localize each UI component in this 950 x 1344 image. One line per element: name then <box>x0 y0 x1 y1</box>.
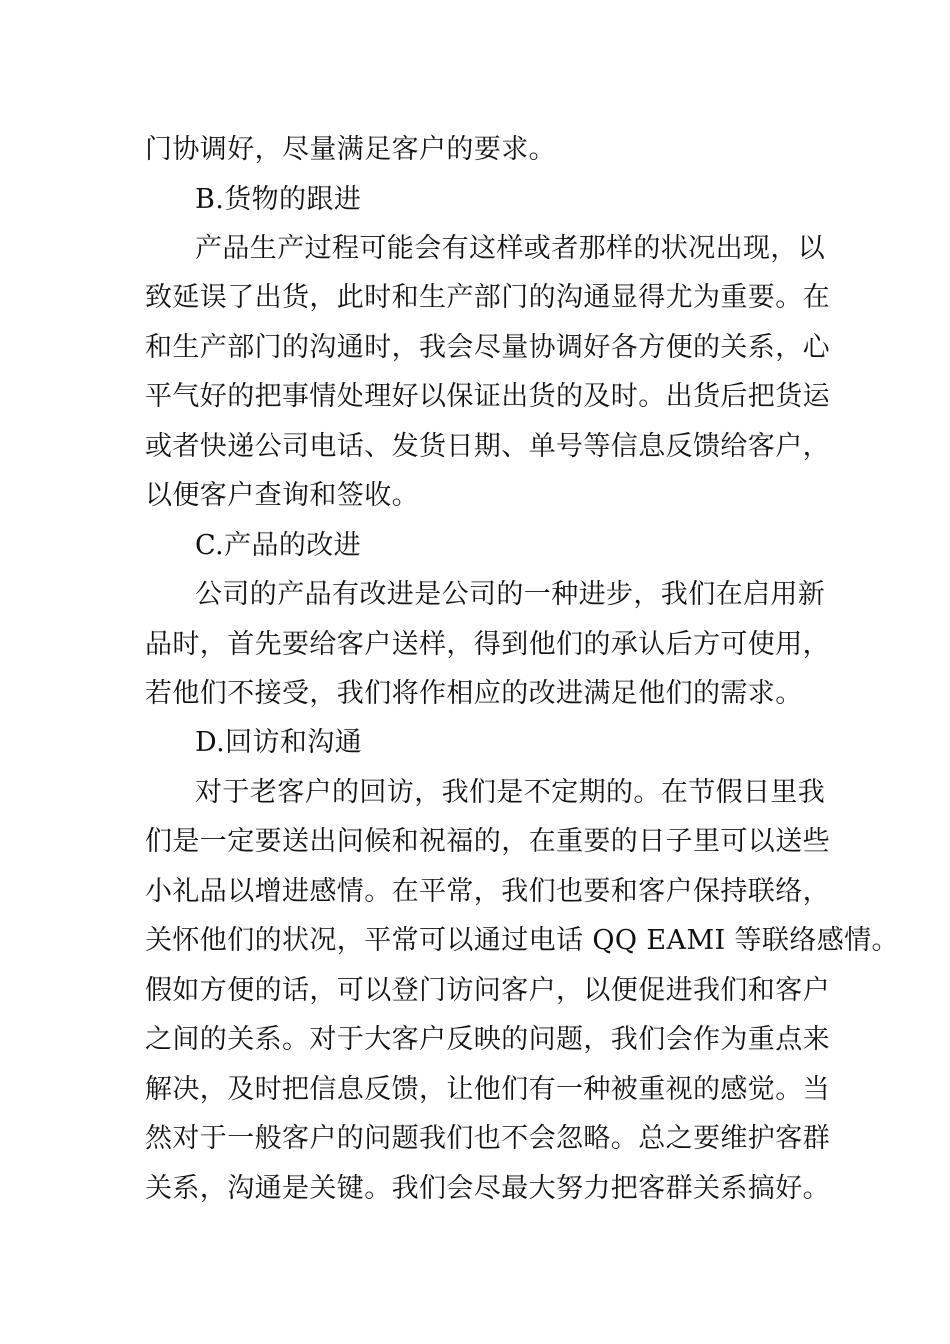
text-line: 小礼品以增进感情。在平常，我们也要和客户保持联络， <box>145 876 830 907</box>
text-line: 品时，首先要给客户送样，得到他们的承认后方可使用， <box>145 629 830 660</box>
text-line: 关怀他们的状况，平常可以通过电话 QQ EAMI 等联络感情。 <box>145 925 899 956</box>
text-line: 门协调好，尽量满足客户的要求。 <box>145 134 556 165</box>
text-line: 以便客户查询和签收。 <box>145 480 419 511</box>
text-line: 之间的关系。对于大客户反映的问题，我们会作为重点来 <box>145 1024 830 1055</box>
text-line: 假如方便的话，可以登门访问客户，以便促进我们和客户 <box>145 975 830 1006</box>
section-heading-c: C.产品的改进 <box>195 530 362 561</box>
text-line: 若他们不接受，我们将作相应的改进满足他们的需求。 <box>145 678 803 709</box>
section-heading-b: B.货物的跟进 <box>195 184 362 215</box>
text-line: 对于老客户的回访，我们是不定期的。在节假日里我 <box>195 777 826 808</box>
text-line: 公司的产品有改进是公司的一种进步，我们在启用新 <box>195 579 826 610</box>
text-line: 们是一定要送出问候和祝福的，在重要的日子里可以送些 <box>145 826 830 857</box>
text-line: 和生产部门的沟通时，我会尽量协调好各方便的关系，心 <box>145 332 830 363</box>
text-line: 致延误了出货，此时和生产部门的沟通显得尤为重要。在 <box>145 282 830 313</box>
text-line: 产品生产过程可能会有这样或者那样的状况出现，以 <box>195 233 826 264</box>
text-line: 解决，及时把信息反馈，让他们有一种被重视的感觉。当 <box>145 1074 830 1105</box>
text-line: 关系，沟通是关键。我们会尽最大努力把客群关系搞好。 <box>145 1173 830 1204</box>
text-line: 或者快递公司电话、发货日期、单号等信息反馈给客户， <box>145 431 830 462</box>
text-line: 然对于一般客户的问题我们也不会忽略。总之要维护客群 <box>145 1123 830 1154</box>
section-heading-d: D.回访和沟通 <box>195 727 363 758</box>
text-line: 平气好的把事情处理好以保证出货的及时。出货后把货运 <box>145 381 830 412</box>
